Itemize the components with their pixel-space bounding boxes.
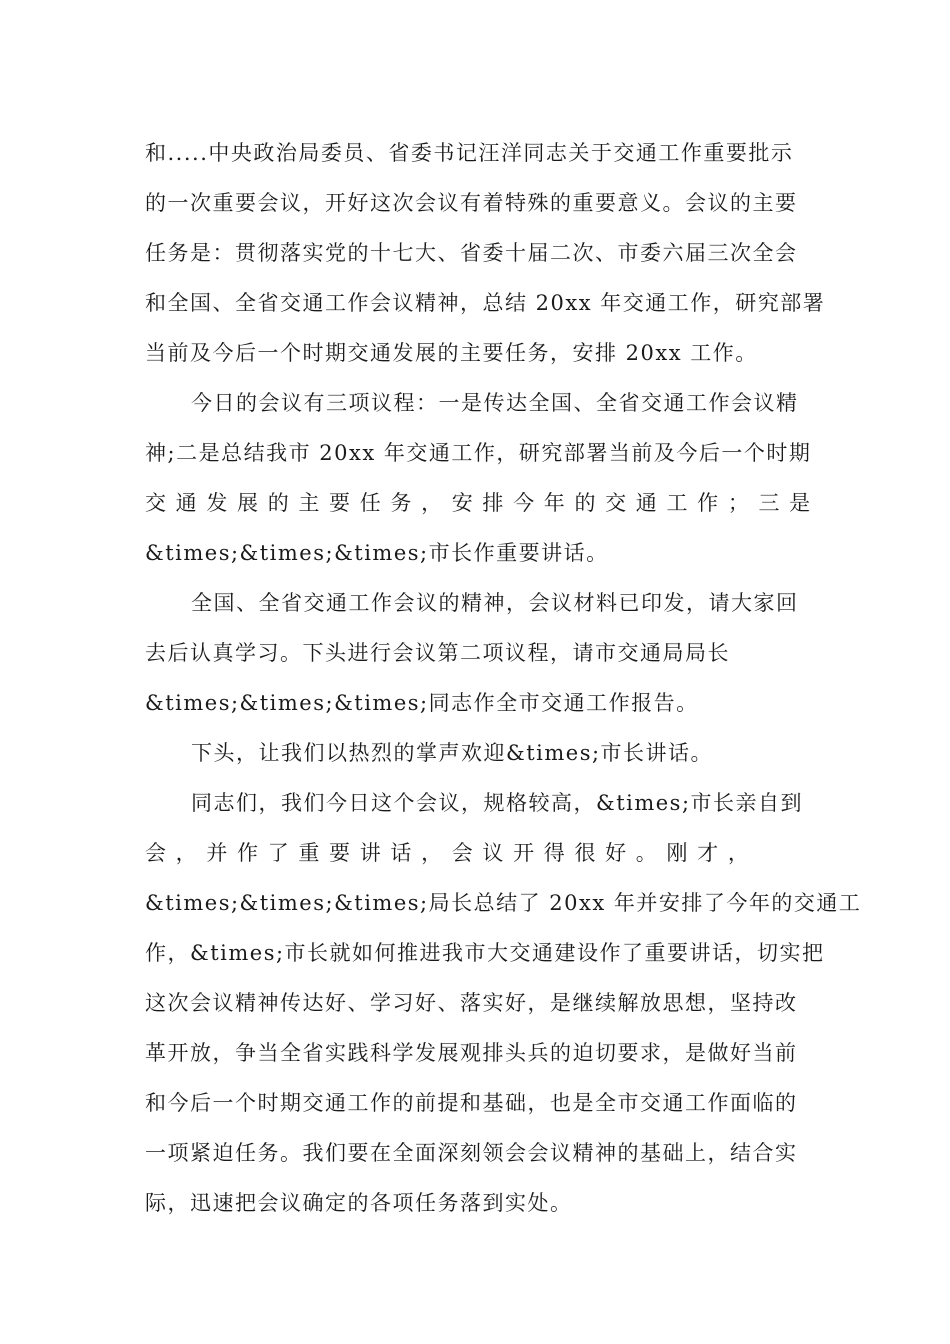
- text-line: 会 ， 并 作 了 重 要 讲 话 ， 会 议 开 得 很 好 。 刚 才 ，: [145, 841, 751, 865]
- text-line: 交 通 发 展 的 主 要 任 务 ， 安 排 今 年 的 交 通 工 作 ； 三 是: [145, 491, 812, 515]
- text-line: 革开放，争当全省实践科学发展观排头兵的迫切要求，是做好当前: [145, 1041, 798, 1065]
- text-line: 任务是：贯彻落实党的十七大、省委十届二次、市委六届三次全会: [145, 241, 798, 265]
- paragraph-first-line: 今日的会议有三项议程：一是传达全国、全省交通工作会议精: [191, 391, 799, 415]
- paragraph-first-line: 同志们，我们今日这个会议，规格较高，&times;市长亲自到: [191, 791, 804, 815]
- text-line: 和全国、全省交通工作会议精神，总结 20xx 年交通工作，研究部署: [145, 291, 826, 315]
- text-line: 和.....中央政治局委员、省委书记汪洋同志关于交通工作重要批示: [145, 141, 794, 165]
- text-line: 的一次重要会议，开好这次会议有着特殊的重要意义。会议的主要: [145, 191, 798, 215]
- text-line: 作，&times;市长就如何推进我市大交通建设作了重要讲话，切实把: [145, 941, 825, 965]
- text-line: 一项紧迫任务。我们要在全面深刻领会会议精神的基础上，结合实: [145, 1141, 798, 1165]
- text-line: 这次会议精神传达好、学习好、落实好，是继续解放思想，坚持改: [145, 991, 798, 1015]
- text-line: 和今后一个时期交通工作的前提和基础，也是全市交通工作面临的: [145, 1091, 798, 1115]
- text-line: &times;&times;&times;市长作重要讲话。: [145, 541, 609, 565]
- paragraph-first-line: 全国、全省交通工作会议的精神，会议材料已印发，请大家回: [191, 591, 799, 615]
- text-line: 神;二是总结我市 20xx 年交通工作，研究部署当前及今后一个时期: [145, 441, 812, 465]
- text-line: 当前及今后一个时期交通发展的主要任务，安排 20xx 工作。: [145, 341, 758, 365]
- text-line: &times;&times;&times;局长总结了 20xx 年并安排了今年的交通工: [145, 891, 862, 915]
- text-line: 际，迅速把会议确定的各项任务落到实处。: [145, 1191, 573, 1215]
- document-body: [145, 128, 862, 1228]
- text-line: 去后认真学习。下头进行会议第二项议程，请市交通局局长: [145, 641, 730, 665]
- paragraph-first-line: 下头，让我们以热烈的掌声欢迎&times;市长讲话。: [191, 741, 714, 765]
- text-line: &times;&times;&times;同志作全市交通工作报告。: [145, 691, 699, 715]
